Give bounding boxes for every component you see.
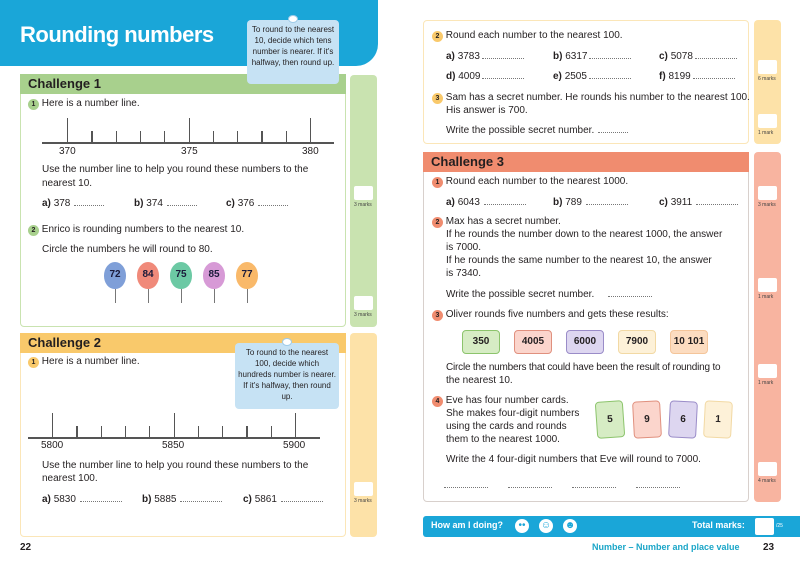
item-value: 376 <box>237 198 255 209</box>
number-line-tick <box>76 426 77 437</box>
number-line-tick <box>189 118 190 142</box>
item-letter: e) <box>553 71 562 82</box>
item-letter: b) <box>553 197 563 208</box>
item-letter: b) <box>134 198 144 209</box>
answer-item-b <box>142 494 222 505</box>
item-value: 2505 <box>564 71 587 82</box>
item-letter: f) <box>659 71 666 82</box>
speech-dot-icon <box>288 15 298 23</box>
balloon-number: 77 <box>241 269 253 280</box>
total-out-of: /25 <box>776 523 783 529</box>
item-letter: a) <box>446 51 455 62</box>
instruction: Use the number line to help you round these numbers to the <box>42 460 309 471</box>
item-value: 378 <box>53 198 71 209</box>
marks-box[interactable] <box>758 114 777 128</box>
answer-field[interactable] <box>589 58 631 59</box>
answer-item <box>446 71 524 82</box>
card-digit: 9 <box>643 413 651 426</box>
answer-item-c <box>243 494 323 505</box>
answer-field[interactable] <box>696 204 738 205</box>
item-value: 4009 <box>458 71 481 82</box>
page-number: 22 <box>20 542 32 553</box>
tip-text: To round to the nearest 10, decide which tens number is nearer. If it's halfway, then round up. <box>251 25 335 67</box>
balloon[interactable] <box>104 262 126 289</box>
result-box[interactable] <box>566 330 604 354</box>
question-text: Eve has four number cards. <box>445 395 569 406</box>
item-value: 5861 <box>254 494 277 505</box>
slight-smile-face-icon[interactable]: ☺ <box>540 520 552 531</box>
answer-field[interactable] <box>180 501 222 502</box>
result-box[interactable] <box>462 330 500 354</box>
question-text: Sam has a secret number. He rounds his number to the nearest 100. <box>445 92 750 103</box>
answer-item <box>659 51 737 62</box>
question-text: Round each number to the nearest 1000. <box>445 176 629 187</box>
result-box[interactable] <box>514 330 552 354</box>
answer-field[interactable] <box>572 487 616 488</box>
result-value: 7900 <box>625 336 649 347</box>
question-4 <box>432 395 569 407</box>
card-digit: 5 <box>606 413 614 426</box>
marks-box[interactable] <box>354 296 373 310</box>
answer-item <box>446 51 524 62</box>
question-2 <box>432 30 623 42</box>
question-number: 2 <box>28 225 39 236</box>
happy-face-icon[interactable]: ☻ <box>564 520 576 531</box>
question-text: Round each number to the nearest 100. <box>445 30 623 41</box>
instruction: Circle the numbers that could have been the result of rounding to <box>446 362 721 373</box>
marks-box[interactable] <box>758 278 777 292</box>
item-letter: a) <box>42 198 51 209</box>
item-letter: c) <box>243 494 252 505</box>
item-letter: c) <box>659 51 668 62</box>
item-letter: b) <box>553 51 563 62</box>
instruction-text: Write the possible secret number. <box>446 289 595 300</box>
item-value: 8199 <box>668 71 691 82</box>
number-card <box>595 400 626 439</box>
item-value: 3911 <box>670 197 693 208</box>
question-number: 1 <box>432 177 443 188</box>
tip-bubble-nearest-10 <box>247 20 339 84</box>
challenge-2-heading: Challenge 2 <box>20 333 346 353</box>
item-value: 5885 <box>154 494 177 505</box>
challenge-1-heading: Challenge 1 <box>20 74 346 94</box>
answer-item-b <box>553 197 628 208</box>
tick-label: 5800 <box>41 440 64 451</box>
instruction: Write the 4 four-digit numbers that Eve will round to 7000. <box>446 454 701 465</box>
section-title: Number – Number and place value <box>592 542 740 552</box>
marks-label: 3 marks <box>354 312 372 318</box>
answer-item <box>659 71 735 82</box>
answer-field[interactable] <box>589 78 631 79</box>
item-letter: c) <box>659 197 668 208</box>
balloon-string <box>247 289 248 303</box>
speech-dot-icon <box>282 338 292 346</box>
number-card <box>668 400 698 438</box>
neutral-face-icon[interactable]: •• <box>515 519 529 533</box>
question-text: If he rounds the same number to the nearest 10, the answer <box>446 255 712 266</box>
marks-label: 6 marks <box>758 76 776 82</box>
tick-label: 5850 <box>162 440 185 451</box>
question-1 <box>28 356 140 368</box>
question-3 <box>432 92 750 104</box>
question-text: She makes four-digit numbers <box>446 408 580 419</box>
total-marks-label: Total marks: <box>692 520 745 530</box>
marks-box[interactable] <box>354 482 373 496</box>
question-text: Enrico is rounding numbers to the nearest 10. <box>41 224 245 235</box>
item-value: 5078 <box>670 51 693 62</box>
answer-fields <box>444 480 680 491</box>
marks-label: 3 marks <box>354 498 372 504</box>
question-1 <box>28 98 140 110</box>
instruction <box>446 289 652 300</box>
number-line-tick <box>213 131 214 142</box>
result-value: 4005 <box>521 336 545 347</box>
number-line-tick <box>271 426 272 437</box>
question-text: Oliver rounds five numbers and gets these results: <box>445 309 669 320</box>
number-line-tick <box>52 413 53 437</box>
question-text: Here is a number line. <box>41 356 140 367</box>
item-value: 6317 <box>565 51 588 62</box>
answer-item-c <box>226 198 288 209</box>
number-line-tick <box>125 426 126 437</box>
answer-field[interactable] <box>482 58 524 59</box>
answer-field[interactable] <box>695 58 737 59</box>
result-box[interactable] <box>618 330 656 354</box>
number-line-tick <box>246 426 247 437</box>
marks-label: 4 marks <box>758 478 776 484</box>
balloon[interactable] <box>137 262 159 289</box>
marks-box[interactable] <box>758 60 777 74</box>
answer-item-c <box>659 197 738 208</box>
marks-box[interactable] <box>758 462 777 476</box>
question-number: 3 <box>432 310 443 321</box>
marks-label: 3 marks <box>758 202 776 208</box>
instruction: nearest 100. <box>42 473 98 484</box>
how-am-i-doing-label: How am I doing? <box>431 520 503 530</box>
answer-field[interactable] <box>74 205 104 206</box>
tick-label: 5900 <box>283 440 306 451</box>
number-line-tick <box>198 426 199 437</box>
item-letter: a) <box>42 494 51 505</box>
result-value: 10 101 <box>673 336 705 347</box>
number-line-tick <box>174 413 175 437</box>
item-value: 374 <box>146 198 163 209</box>
result-value: 6000 <box>573 336 597 347</box>
question-number: 1 <box>28 99 39 110</box>
number-line-tick <box>237 131 238 142</box>
marks-label: 1 mark <box>758 130 774 136</box>
card-digit: 6 <box>679 413 687 426</box>
answer-field[interactable] <box>80 501 122 502</box>
item-value: 3783 <box>457 51 480 62</box>
answer-field[interactable] <box>482 78 524 79</box>
tick-label: 380 <box>302 146 319 157</box>
page-title: Rounding numbers <box>20 22 214 47</box>
number-line-tick <box>140 131 141 142</box>
instruction: Circle the numbers he will round to 80. <box>42 244 213 255</box>
question-text: them to the nearest 1000. <box>446 434 560 445</box>
marks-label: 1 mark <box>758 294 774 300</box>
tick-label: 375 <box>181 146 198 157</box>
balloon[interactable] <box>203 262 225 289</box>
balloon-string <box>148 289 149 303</box>
answer-field[interactable] <box>258 205 288 206</box>
question-number: 2 <box>432 217 443 228</box>
marks-box[interactable] <box>758 186 777 200</box>
tick-label: 370 <box>59 146 76 157</box>
number-card <box>703 400 733 438</box>
question-number: 3 <box>432 93 443 104</box>
question-text: His answer is 700. <box>446 105 528 116</box>
number-line-tick <box>101 426 102 437</box>
item-value: 5830 <box>53 494 76 505</box>
instruction <box>446 125 628 136</box>
marks-label: 3 marks <box>354 202 372 208</box>
number-line-tick <box>310 118 311 142</box>
number-card <box>632 400 662 438</box>
card-digit: 1 <box>714 413 722 426</box>
answer-item <box>553 71 631 82</box>
answer-field[interactable] <box>508 487 552 488</box>
answer-item-b <box>134 198 197 209</box>
marks-box[interactable] <box>758 364 777 378</box>
instruction: nearest 10. <box>42 178 93 189</box>
result-box[interactable] <box>670 330 708 354</box>
answer-field[interactable] <box>484 204 526 205</box>
marks-box[interactable] <box>354 186 373 200</box>
balloon-string <box>181 289 182 303</box>
question-text: Max has a secret number. <box>445 216 561 227</box>
question-text: using the cards and rounds <box>446 421 567 432</box>
result-value: 350 <box>472 336 490 347</box>
answer-item <box>553 51 631 62</box>
item-letter: b) <box>142 494 152 505</box>
item-letter: c) <box>226 198 235 209</box>
marks-column-challenge-1 <box>350 75 377 327</box>
question-text: is 7000. <box>446 242 482 253</box>
item-letter: a) <box>446 197 455 208</box>
balloon-number: 75 <box>175 269 187 280</box>
number-line-tick <box>149 426 150 437</box>
number-line-tick <box>286 131 287 142</box>
question-3 <box>432 309 669 321</box>
question-1 <box>432 176 628 188</box>
question-text: Here is a number line. <box>41 98 140 109</box>
question-number: 2 <box>432 31 443 42</box>
answer-item-a <box>42 198 104 209</box>
answer-field[interactable] <box>608 296 652 297</box>
marks-label: 1 mark <box>758 380 774 386</box>
balloon-number: 85 <box>208 269 220 280</box>
number-line-tick <box>164 131 165 142</box>
item-letter: d) <box>446 71 456 82</box>
number-line <box>28 437 320 439</box>
balloon-string <box>214 289 215 303</box>
number-line-tick <box>91 131 92 142</box>
tip-bubble-nearest-100 <box>235 343 339 409</box>
question-2 <box>432 216 561 228</box>
balloon-string <box>115 289 116 303</box>
instruction-text: Write the possible secret number. <box>446 125 595 136</box>
question-text: is 7340. <box>446 268 482 279</box>
page-number: 23 <box>763 542 775 553</box>
instruction: the nearest 10. <box>446 375 513 386</box>
question-number: 1 <box>28 357 39 368</box>
number-line-tick <box>295 413 296 437</box>
number-line-tick <box>116 131 117 142</box>
balloon-number: 72 <box>109 269 121 280</box>
answer-field[interactable] <box>281 501 323 502</box>
question-text: If he rounds the number down to the nearest 1000, the answer <box>446 229 723 240</box>
answer-field[interactable] <box>167 205 197 206</box>
question-2 <box>28 224 244 236</box>
instruction: Use the number line to help you round these numbers to the <box>42 164 309 175</box>
answer-field[interactable] <box>586 204 628 205</box>
number-line-tick <box>261 131 262 142</box>
balloon-number: 84 <box>142 269 154 280</box>
balloon[interactable] <box>236 262 258 289</box>
answer-field[interactable] <box>598 132 628 133</box>
answer-field[interactable] <box>444 487 488 488</box>
tip-text: To round to the nearest 100, decide which hundreds number is nearer. If it's halfway, then round up. <box>238 348 336 401</box>
answer-field[interactable] <box>693 78 735 79</box>
item-value: 6043 <box>457 197 480 208</box>
answer-item-a <box>42 494 122 505</box>
answer-field[interactable] <box>636 487 680 488</box>
total-marks-box[interactable] <box>755 518 774 535</box>
question-number: 4 <box>432 396 443 407</box>
balloon[interactable] <box>170 262 192 289</box>
number-line-tick <box>67 118 68 142</box>
number-line <box>42 142 334 144</box>
number-line-tick <box>222 426 223 437</box>
marks-column-challenge-2 <box>350 333 377 537</box>
item-value: 789 <box>565 197 582 208</box>
answer-item-a <box>446 197 526 208</box>
challenge-3-heading: Challenge 3 <box>423 152 749 172</box>
